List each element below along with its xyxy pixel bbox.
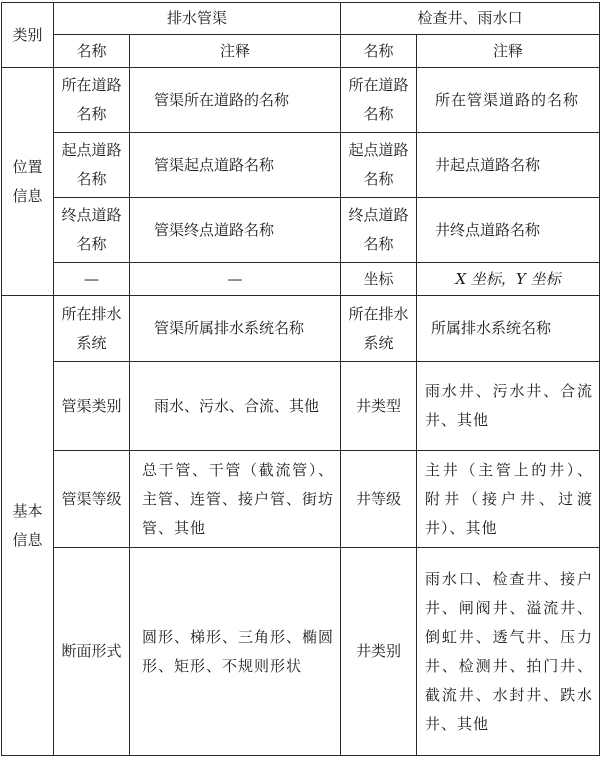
well-name-cell: 井类型 <box>341 362 417 451</box>
header-category: 类别 <box>2 3 54 68</box>
pipe-name-cell: 管渠类别 <box>54 362 130 451</box>
header-pipe-name: 名称 <box>54 35 130 68</box>
well-note-cell: 雨水口、检查井、接户井、闸阀井、溢流井、倒虹井、透气井、压力井、检测井、拍门井、截流井、水封井、跌水井、其他 <box>417 548 600 756</box>
pipe-name-cell: — <box>54 263 130 296</box>
pipe-note-cell: — <box>130 263 341 296</box>
table-row <box>2 198 600 263</box>
pipe-name-cell: 所在排水系统 <box>54 296 130 362</box>
pipe-note-cell: 管渠所在道路的名称 <box>130 68 341 133</box>
table-row <box>2 133 600 198</box>
header-group-pipe: 排水管渠 <box>54 3 341 35</box>
well-name-cell: 终点道路名称 <box>341 198 417 263</box>
pipe-note-cell: 管渠终点道路名称 <box>130 198 341 263</box>
pipe-name-cell: 管渠等级 <box>54 451 130 548</box>
section-position: 位置信息 <box>2 68 54 296</box>
well-name-cell: 井类别 <box>341 548 417 756</box>
table-row <box>2 263 600 296</box>
pipe-name-cell: 断面形式 <box>54 548 130 756</box>
well-note-cell: X 坐标，Y 坐标 <box>417 263 600 296</box>
well-note-cell: 雨水井、污水井、合流井、其他 <box>417 362 600 451</box>
header-row-columns <box>2 35 600 68</box>
pipe-note-cell: 雨水、污水、合流、其他 <box>130 362 341 451</box>
well-name-cell: 所在排水系统 <box>341 296 417 362</box>
well-name-cell: 坐标 <box>341 263 417 296</box>
well-name-cell: 井等级 <box>341 451 417 548</box>
well-note-cell: 井终点道路名称 <box>417 198 600 263</box>
well-note-cell: 所在管渠道路的名称 <box>417 68 600 133</box>
pipe-note-cell: 圆形、梯形、三角形、椭圆形、矩形、不规则形状 <box>130 548 341 756</box>
table-row <box>2 68 600 133</box>
table-row <box>2 362 600 451</box>
header-well-note: 注释 <box>417 35 600 68</box>
pipe-note-cell: 管渠所属排水系统名称 <box>130 296 341 362</box>
header-pipe-note: 注释 <box>130 35 341 68</box>
table-row <box>2 548 600 756</box>
well-note-cell: 井起点道路名称 <box>417 133 600 198</box>
table-row <box>2 296 600 362</box>
pipe-note-cell: 总干管、干管（截流管）、主管、连管、接户管、街坊管、其他 <box>130 451 341 548</box>
header-group-well: 检查井、雨水口 <box>341 3 600 35</box>
header-well-name: 名称 <box>341 35 417 68</box>
well-name-cell: 所在道路名称 <box>341 68 417 133</box>
attribute-table <box>1 2 600 756</box>
pipe-name-cell: 终点道路名称 <box>54 198 130 263</box>
table-row <box>2 451 600 548</box>
well-note-cell: 主井（主管上的井）、附井（接户井、过渡井）、其他 <box>417 451 600 548</box>
pipe-name-cell: 起点道路名称 <box>54 133 130 198</box>
pipe-note-cell: 管渠起点道路名称 <box>130 133 341 198</box>
well-note-cell: 所属排水系统名称 <box>417 296 600 362</box>
well-name-cell: 起点道路名称 <box>341 133 417 198</box>
section-basic: 基本信息 <box>2 296 54 756</box>
header-row-groups <box>2 3 600 35</box>
pipe-name-cell: 所在道路名称 <box>54 68 130 133</box>
